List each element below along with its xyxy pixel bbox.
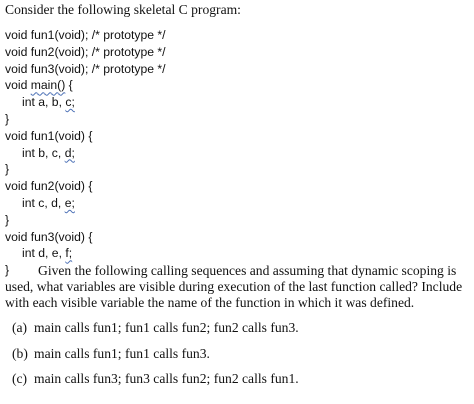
options-list	[12, 320, 299, 397]
fun3-declaration-text: int d, e,	[22, 246, 66, 261]
option-c-letter: (c)	[12, 371, 28, 386]
code-line-main-declaration	[5, 94, 166, 111]
code-line-fun2-signature: void fun2(void) {	[5, 179, 93, 194]
option-c-text: main calls fun3; fun3 calls fun2; fun2 calls fun1.	[34, 371, 299, 386]
fun1-declaration-text: int b, c,	[22, 145, 65, 160]
code-line-fun2-declaration	[5, 195, 166, 212]
question-paragraph: Given the following calling sequences and assuming that dynamic scoping is used, what variables are visible during execution of the last function called? Include with each visible variable the name of the function in which it was defined.	[5, 263, 463, 311]
code-line-main-signature	[5, 77, 166, 94]
code-block	[5, 27, 166, 279]
code-line-fun3-signature: void fun3(void) {	[5, 229, 93, 244]
code-line-fun1-declaration	[5, 145, 166, 162]
code-line-fun1-signature: void fun1(void) {	[5, 128, 93, 143]
code-line-prototype-fun3: void fun3(void); /* prototype */	[5, 61, 166, 76]
fun3-declaration-last: f;	[65, 246, 73, 261]
fun2-declaration-last: e;	[64, 195, 75, 210]
option-b-letter: (b)	[12, 345, 28, 361]
code-line-prototype-fun2: void fun2(void); /* prototype */	[5, 44, 166, 59]
option-a-letter: (a)	[12, 320, 28, 335]
code-line-fun1-close: }	[5, 162, 10, 177]
fun2-declaration-text: int c, d,	[22, 195, 65, 210]
code-line-fun2-close: }	[5, 212, 10, 227]
option-a-text: main calls fun1; fun1 calls fun2; fun2 calls fun3.	[34, 320, 299, 335]
main-declaration-last: c;	[65, 95, 75, 110]
main-declaration-text: int a, b,	[22, 95, 66, 110]
main-name: main()	[30, 78, 66, 93]
option-a	[12, 320, 299, 346]
option-b	[12, 346, 299, 372]
main-signature-prefix: void	[5, 78, 31, 93]
fun1-declaration-last: d;	[64, 145, 75, 160]
code-line-prototype-fun1: void fun1(void); /* prototype */	[5, 28, 166, 42]
main-signature-suffix: {	[65, 78, 73, 93]
option-c	[12, 371, 299, 397]
code-line-fun3-declaration	[5, 245, 166, 262]
heading: Consider the following skeletal C program:	[5, 2, 241, 17]
code-line-main-close: }	[5, 111, 10, 126]
option-b-text: main calls fun1; fun1 calls fun3.	[34, 345, 210, 361]
code-line-fun3-close: }	[5, 263, 10, 278]
